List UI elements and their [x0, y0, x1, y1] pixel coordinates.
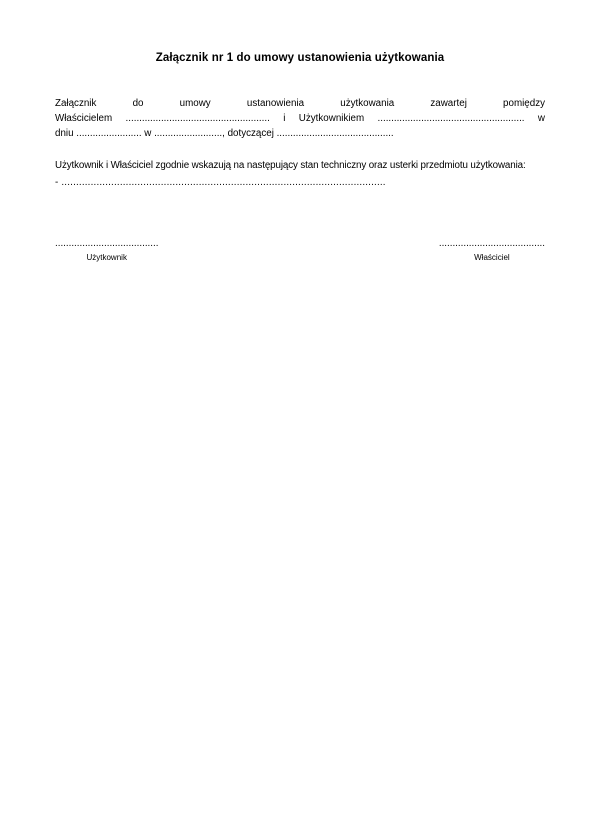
- signature-block-owner: [439, 239, 545, 262]
- signature-section: [55, 239, 545, 262]
- technical-condition-statement: Użytkownik i Właściciel zgodnie wskazują na następujący stan techniczny oraz usterki przedmiotu użytkowania:: [55, 160, 526, 172]
- defects-blank-line: - ...............................................................................................................: [55, 177, 386, 189]
- signature-line-owner: .......................................: [438, 237, 545, 249]
- document-body: [55, 97, 545, 262]
- signature-line-user: ......................................: [55, 237, 159, 249]
- signature-label-user: Użytkownik: [86, 252, 127, 262]
- intro-line-2-parties-blanks: Właścicielem ..................................................... i Użytkownikiem ...................................................... w: [55, 112, 545, 124]
- intro-line-3-date-place-blanks: dniu ........................ w ........................., dotyczącej ...........................................: [55, 127, 394, 139]
- signature-label-owner: Właściciel: [474, 252, 510, 262]
- intro-line-1: Załącznik do umowy ustanowienia użytkowania zawartej pomiędzy: [55, 98, 545, 109]
- technical-condition-paragraph: [55, 159, 545, 191]
- signature-block-user: [55, 239, 158, 262]
- intro-paragraph: [55, 97, 545, 141]
- document-title: Załącznik nr 1 do umowy ustanowienia użytkowania: [155, 52, 445, 64]
